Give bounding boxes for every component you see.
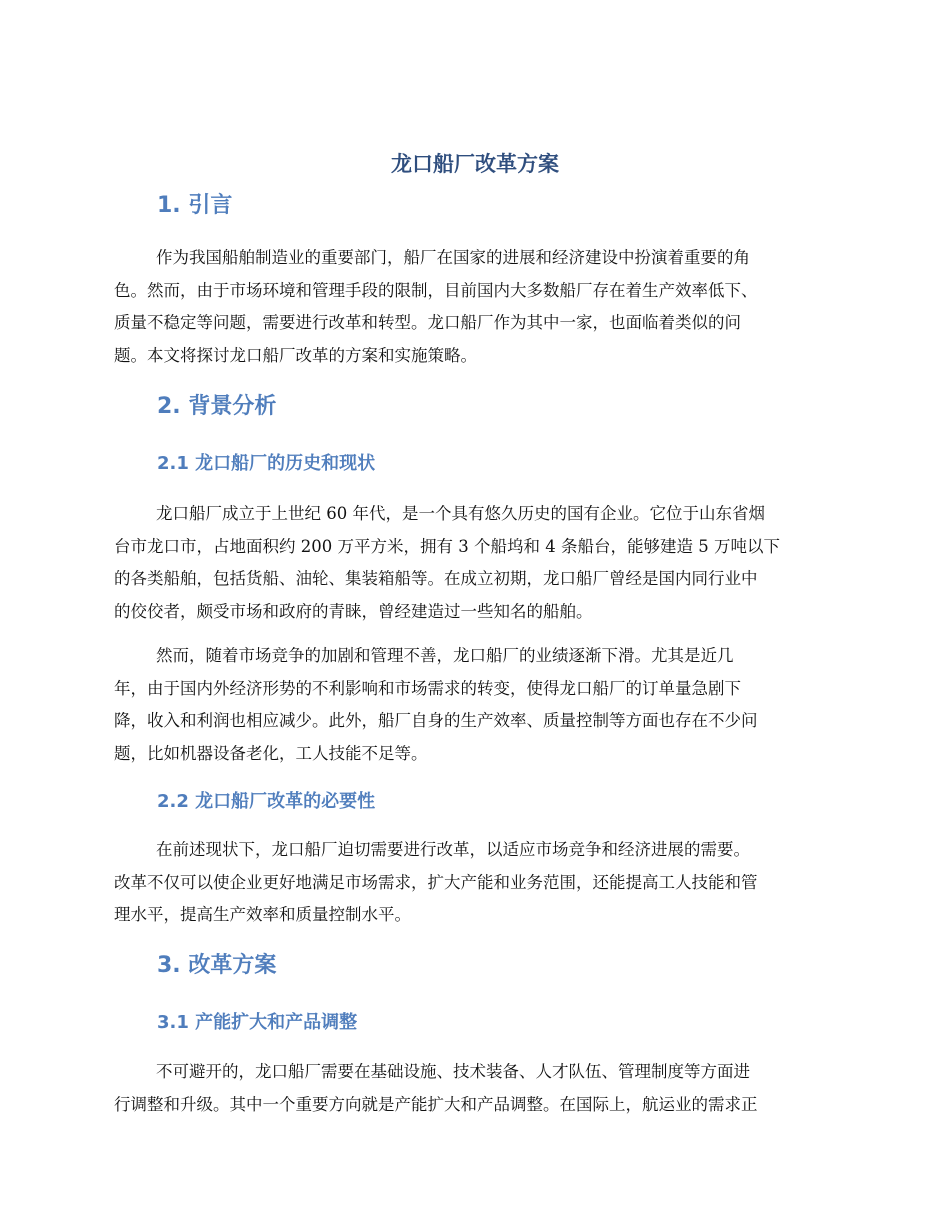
history-paragraph-1 [114,498,838,628]
paragraph-line: 不可避开的，龙口船厂需要在基础设施、技术装备、人才队伍、管理制度等方面进 [156,1062,750,1081]
paragraph-line: 然而，随着市场竞争的加剧和管理不善，龙口船厂的业绩逐渐下滑。尤其是近几 [156,646,734,665]
paragraph-line: 龙口船厂成立于上世纪 60 年代，是一个具有悠久历史的国有企业。它位于山东省烟 [156,504,765,523]
paragraph-line: 行调整和升级。其中一个重要方向就是产能扩大和产品调整。在国际上，航运业的需求正 [114,1094,758,1114]
paragraph-line: 改革不仅可以使企业更好地满足市场需求，扩大产能和业务范围，还能提高工人技能和管 [114,872,758,892]
paragraph-line: 题。本文将探讨龙口船厂改革的方案和实施策略。 [114,345,477,365]
paragraph-line: 色。然而，由于市场环境和管理手段的限制，目前国内大多数船厂存在着生产效率低下、 [114,280,758,300]
paragraph-line: 的各类船舶，包括货船、油轮、集装箱船等。在成立初期，龙口船厂曾经是国内同行业中 [114,569,758,588]
section-heading-introduction: 1. 引言 [157,193,233,218]
paragraph-line: 年，由于国内外经济形势的不利影响和市场需求的转变，使得龙口船厂的订单量急剧下 [114,678,741,698]
paragraph-line: 题，比如机器设备老化，工人技能不足等。 [114,743,428,763]
section-heading-background: 2. 背景分析 [157,394,277,419]
history-paragraph-2 [114,640,838,770]
paragraph-line: 台市龙口市，占地面积约 200 万平方米，拥有 3 个船坞和 4 条船台，能够建造 5 万吨以下 [114,536,780,556]
paragraph-line: 质量不稳定等问题，需要进行改革和转型。龙口船厂作为其中一家，也面临着类似的问 [114,313,741,332]
subsection-heading-history: 2.1 龙口船厂的历史和现状 [157,453,376,474]
paragraph-line: 降，收入和利润也相应减少。此外，船厂自身的生产效率、质量控制等方面也存在不少问 [114,711,758,730]
paragraph-line: 作为我国船舶制造业的重要部门，船厂在国家的进展和经济建设中扮演着重要的角 [156,248,750,267]
paragraph-line: 理水平，提高生产效率和质量控制水平。 [114,905,411,924]
subsection-heading-necessity: 2.2 龙口船厂改革的必要性 [157,791,376,812]
document-title: 龙口船厂改革方案 [391,152,559,176]
section-heading-reform-plan: 3. 改革方案 [157,953,277,978]
paragraph-line: 在前述现状下，龙口船厂迫切需要进行改革，以适应市场竞争和经济进展的需要。 [156,840,750,859]
paragraph-line: 的佼佼者，颇受市场和政府的青睐，曾经建造过一些知名的船舶。 [114,601,593,621]
introduction-paragraph [114,242,838,372]
subsection-heading-capacity: 3.1 产能扩大和产品调整 [157,1012,358,1033]
capacity-paragraph [114,1056,838,1121]
necessity-paragraph [114,834,838,932]
